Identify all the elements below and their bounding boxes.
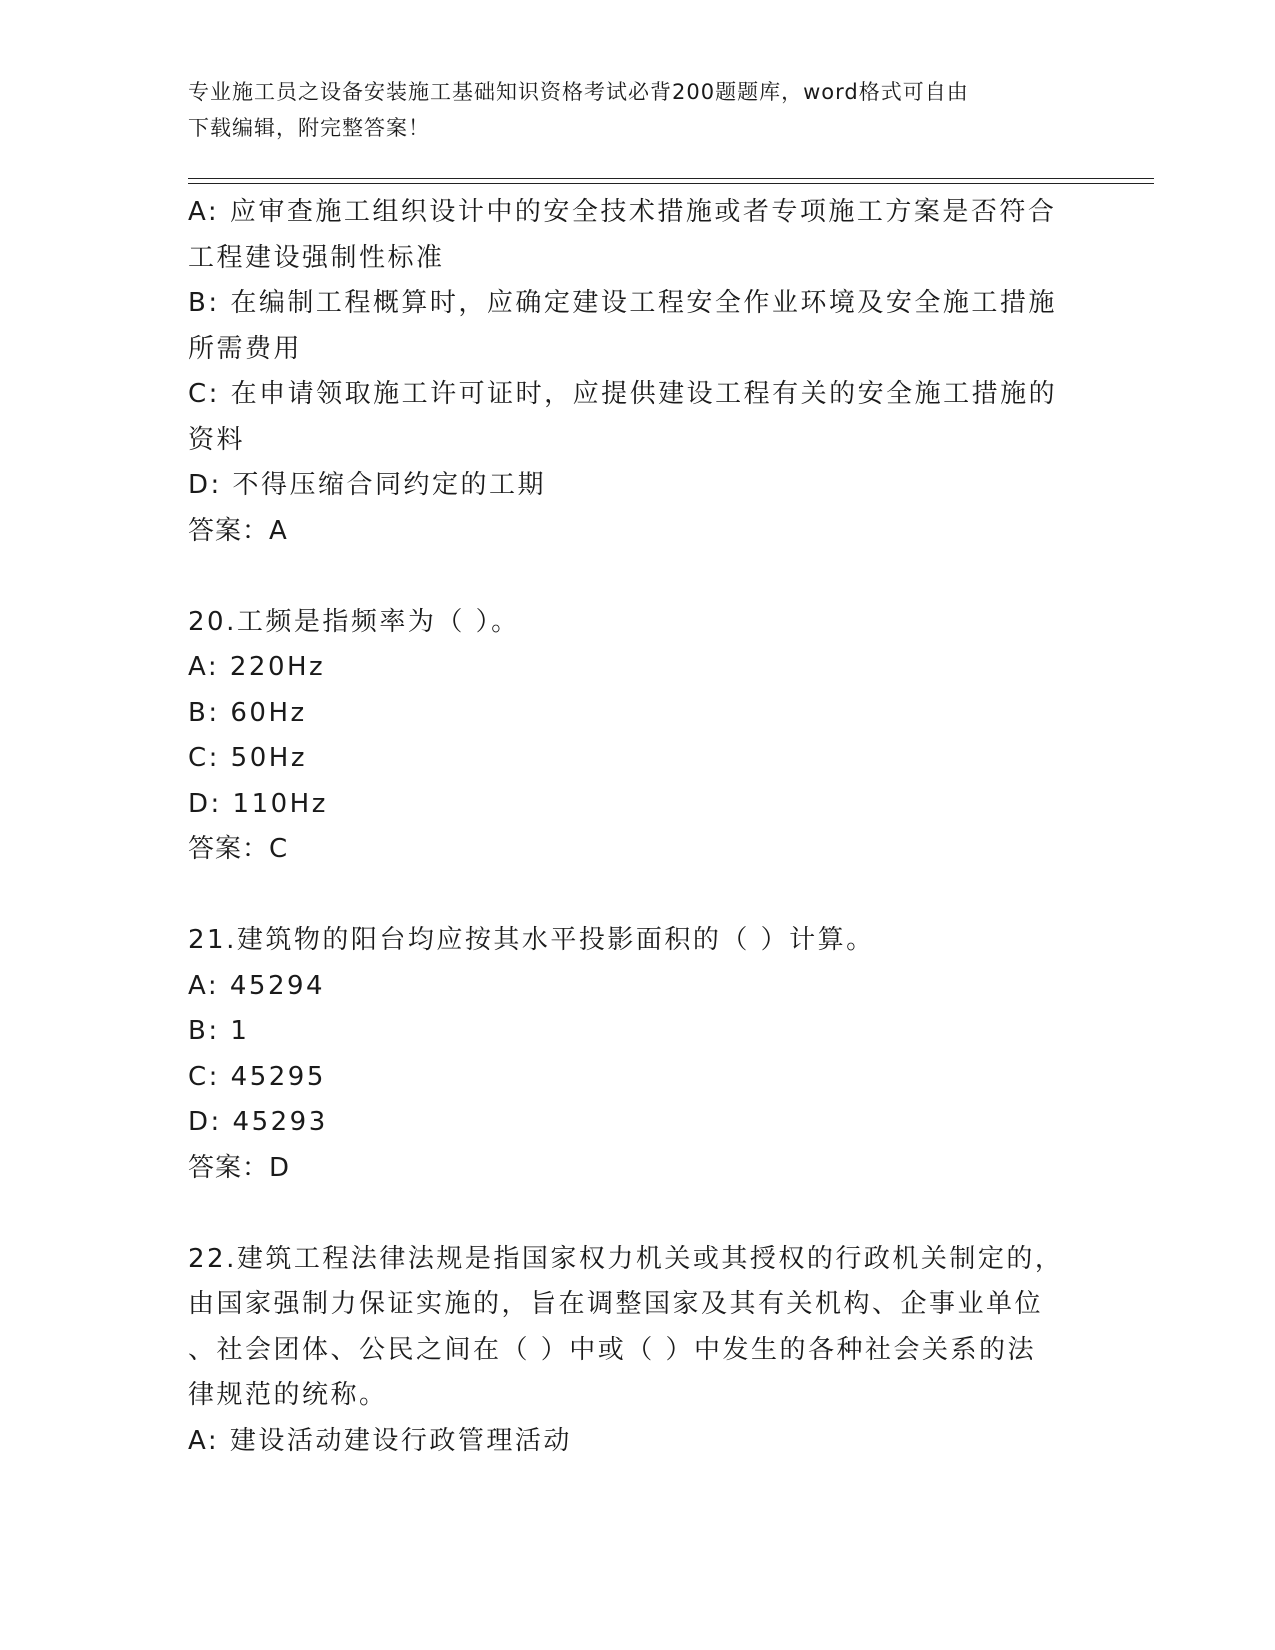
question-22-line-1: 22.建筑工程法律法规是指国家权力机关或其授权的行政机关制定的， [188, 1243, 1064, 1274]
option-b: B: 60Hz [188, 697, 307, 728]
option-c: C: 50Hz [188, 743, 307, 773]
header-line-2: 下载编辑，附完整答案！ [188, 116, 430, 140]
option-a-line-2: 工程建设强制性标准 [188, 242, 445, 273]
question-22-line-4: 律规范的统称。 [188, 1380, 388, 1410]
option-d: D: 45293 [188, 1107, 328, 1137]
question-20 [188, 600, 1088, 873]
option-c-line-2: 资料 [188, 424, 246, 455]
question-22-line-3: 、社会团体、公民之间在（ ）中或（ ）中发生的各种社会关系的法 [188, 1334, 1037, 1365]
question-22 [188, 1237, 1088, 1465]
option-d: D: 110Hz [188, 788, 328, 819]
document-header [188, 74, 1068, 146]
option-a: A: 45294 [188, 970, 326, 1001]
option-c: C: 45295 [188, 1061, 326, 1092]
spacer [188, 1191, 1088, 1237]
question-20-text: 20.工频是指频率为（ ）。 [188, 606, 520, 637]
option-d-line-1: D: 不得压缩合同约定的工期 [188, 470, 547, 500]
spacer [188, 554, 1088, 600]
option-a: A: 建设活动建设行政管理活动 [188, 1425, 572, 1456]
question-22-line-2: 由国家强制力保证实施的，旨在调整国家及其有关机构、企事业单位 [188, 1289, 1044, 1319]
option-a-line-1: A: 应审查施工组织设计中的安全技术措施或者专项施工方案是否符合 [188, 197, 1057, 227]
option-b: B: 1 [188, 1016, 250, 1046]
header-line-1: 专业施工员之设备安装施工基础知识资格考试必背200题题库，word格式可自由 [188, 80, 969, 104]
spacer [188, 873, 1088, 919]
answer-19: 答案：A [188, 515, 288, 546]
option-b-line-2: 所需费用 [188, 333, 303, 364]
option-a: A: 220Hz [188, 652, 326, 682]
question-19-options [188, 190, 1088, 554]
header-rule-bottom [188, 183, 1154, 184]
option-c-line-1: C: 在申请领取施工许可证时，应提供建设工程有关的安全施工措施的 [188, 379, 1058, 409]
question-21-text: 21.建筑物的阳台均应按其水平投影面积的（ ）计算。 [188, 925, 875, 955]
option-b-line-1: B: 在编制工程概算时，应确定建设工程安全作业环境及安全施工措施 [188, 288, 1057, 318]
header-rule-top [188, 178, 1154, 179]
answer-21: 答案：D [188, 1152, 291, 1183]
question-21 [188, 918, 1088, 1191]
question-content [188, 190, 1088, 1464]
answer-20: 答案：C [188, 834, 289, 864]
